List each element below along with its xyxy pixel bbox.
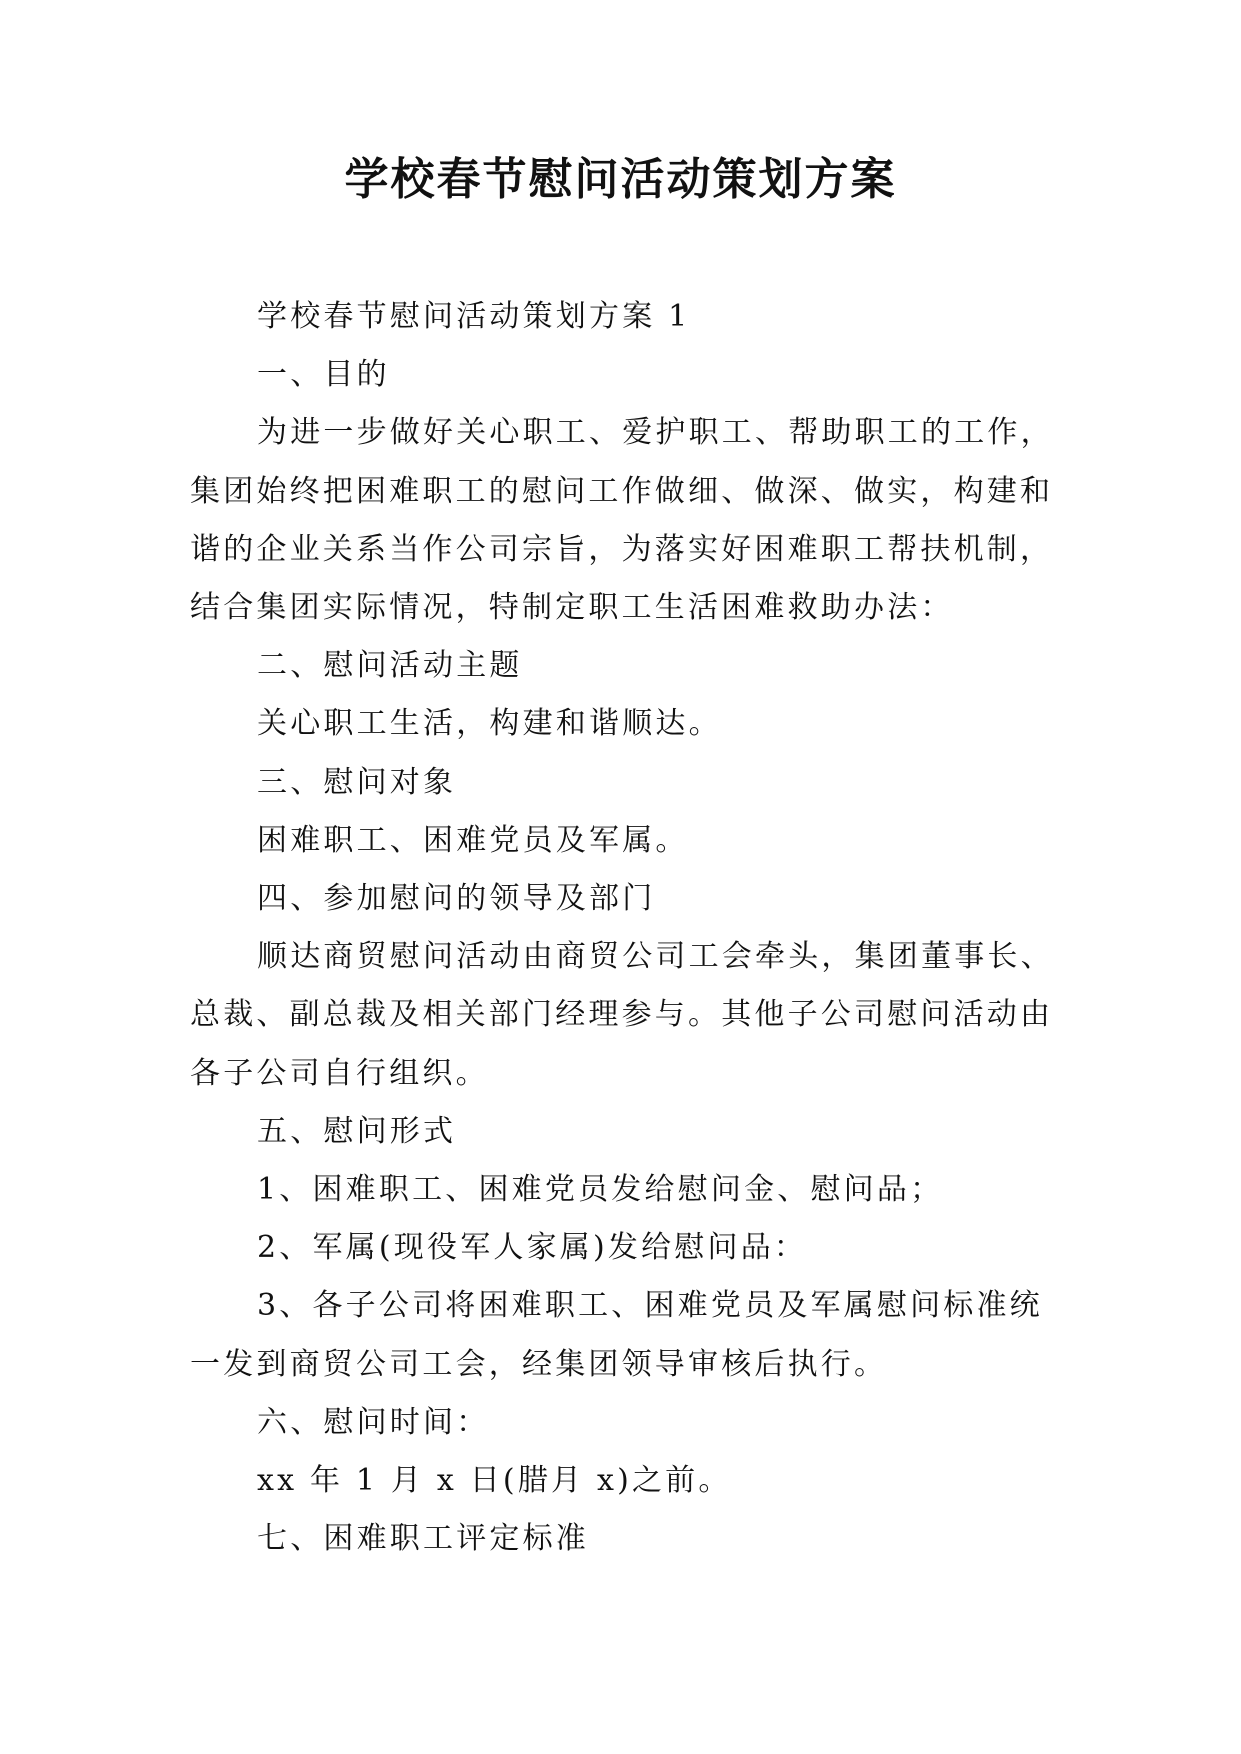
paragraph-leaders: 顺达商贸慰问活动由商贸公司工会牵头，集团董事长、总裁、副总裁及相关部门经理参与。其他子公司慰问活动由各子公司自行组织。 (190, 939, 1054, 1091)
list-item-form-1: 1、困难职工、困难党员发给慰问金、慰问品； (257, 1172, 944, 1208)
paragraph-theme: 关心职工生活，构建和谐顺达。 (257, 706, 722, 742)
list-item-form-2: 2、军属(现役军人家属)发给慰问品： (257, 1230, 808, 1266)
document-title: 学校春节慰问活动策划方案 (344, 154, 897, 205)
document-body (190, 288, 1070, 1568)
paragraph-time: xx 年 1 月 x 日(腊月 x)之前。 (257, 1463, 732, 1499)
paragraph-purpose: 为进一步做好关心职工、爱护职工、帮助职工的工作，集团始终把困难职工的慰问工作做细、做深、做实，构建和谐的企业关系当作公司宗旨，为落实好困难职工帮扶机制，结合集团实际情况，特制定职工生活困难救助办法： (190, 415, 1054, 626)
section-heading-theme: 二、慰问活动主题 (257, 648, 523, 684)
section-heading-purpose: 一、目的 (257, 357, 390, 393)
list-item-form-3: 3、各子公司将困难职工、困难党员及军属慰问标准统一发到商贸公司工会，经集团领导审核后执行。 (190, 1288, 1043, 1382)
section-heading-forms: 五、慰问形式 (257, 1113, 457, 1149)
section-heading-time: 六、慰问时间： (257, 1404, 490, 1440)
section-heading-targets: 三、慰问对象 (257, 764, 457, 800)
paragraph-targets: 困难职工、困难党员及军属。 (257, 822, 689, 858)
section-heading-leaders: 四、参加慰问的领导及部门 (257, 881, 656, 917)
section-heading-criteria: 七、困难职工评定标准 (257, 1521, 589, 1557)
paragraph-heading-plan-1: 学校春节慰问活动策划方案 1 (257, 299, 691, 334)
